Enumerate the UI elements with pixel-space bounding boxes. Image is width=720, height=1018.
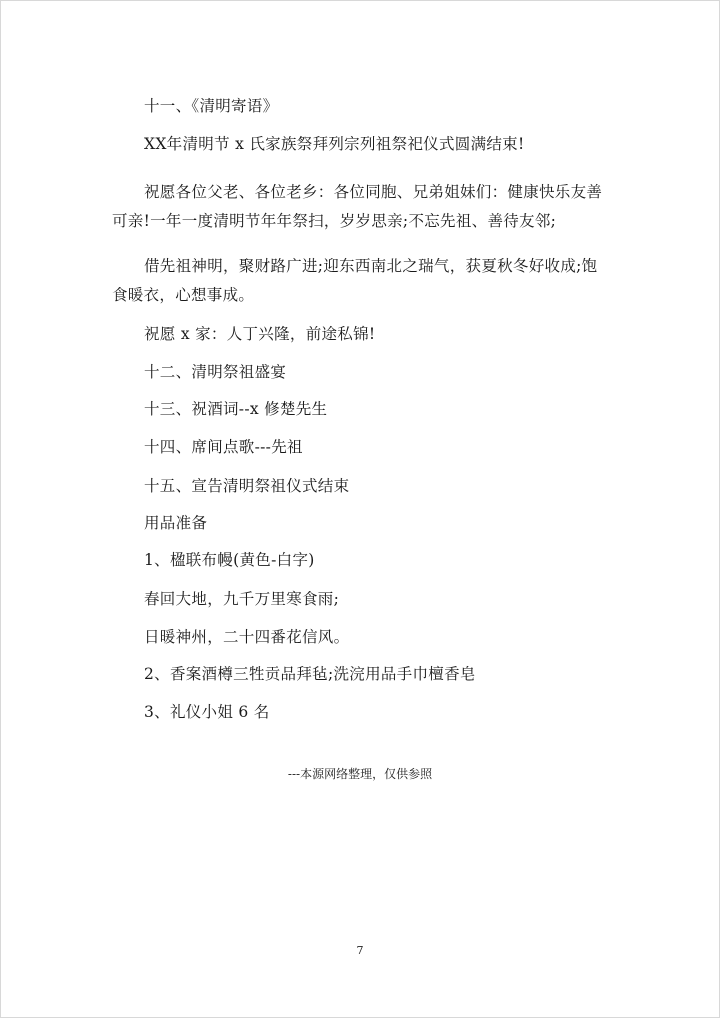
list-item: 1、楹联布幔(黄色-白字) xyxy=(144,551,315,569)
paragraph-line: 可亲!一年一度清明节年年祭扫，岁岁思亲;不忘先祖、善待友邻; xyxy=(112,212,557,230)
section-heading-12: 十二、清明祭祖盛宴 xyxy=(144,363,287,381)
section-heading-15: 十五、宣告清明祭祖仪式结束 xyxy=(144,477,350,495)
list-item: 3、礼仪小姐 6 名 xyxy=(144,703,270,721)
list-item: 2、香案酒樽三牲贡品拜毡;洗浣用品手巾檀香皂 xyxy=(144,665,476,683)
footer-note: ---本源网络整理，仅供参照 xyxy=(287,767,433,781)
couplet-line: 日暖神州，二十四番花信风。 xyxy=(144,628,350,646)
supplies-heading: 用品准备 xyxy=(144,514,208,532)
paragraph-line: 祝愿各位父老、各位老乡：各位同胞、兄弟姐妹们：健康快乐友善 xyxy=(144,183,603,201)
section-heading-11: 十一、《清明寄语》 xyxy=(144,97,279,115)
paragraph-line: 借先祖神明，聚财路广进;迎东西南北之瑞气，获夏秋冬好收成;饱 xyxy=(144,257,598,275)
section-heading-13: 十三、祝酒词--x 修楚先生 xyxy=(144,400,328,418)
paragraph-line: XX年清明节 x 氏家族祭拜列宗列祖祭祀仪式圆满结束! xyxy=(144,135,525,153)
page-number: 7 xyxy=(356,944,364,957)
section-heading-14: 十四、席间点歌---先祖 xyxy=(144,438,303,456)
paragraph-line: 祝愿 x 家：人丁兴隆，前途私锦! xyxy=(144,325,376,343)
paragraph-line: 食暖衣，心想事成。 xyxy=(112,286,255,304)
couplet-line: 春回大地，九千万里寒食雨; xyxy=(144,590,340,608)
